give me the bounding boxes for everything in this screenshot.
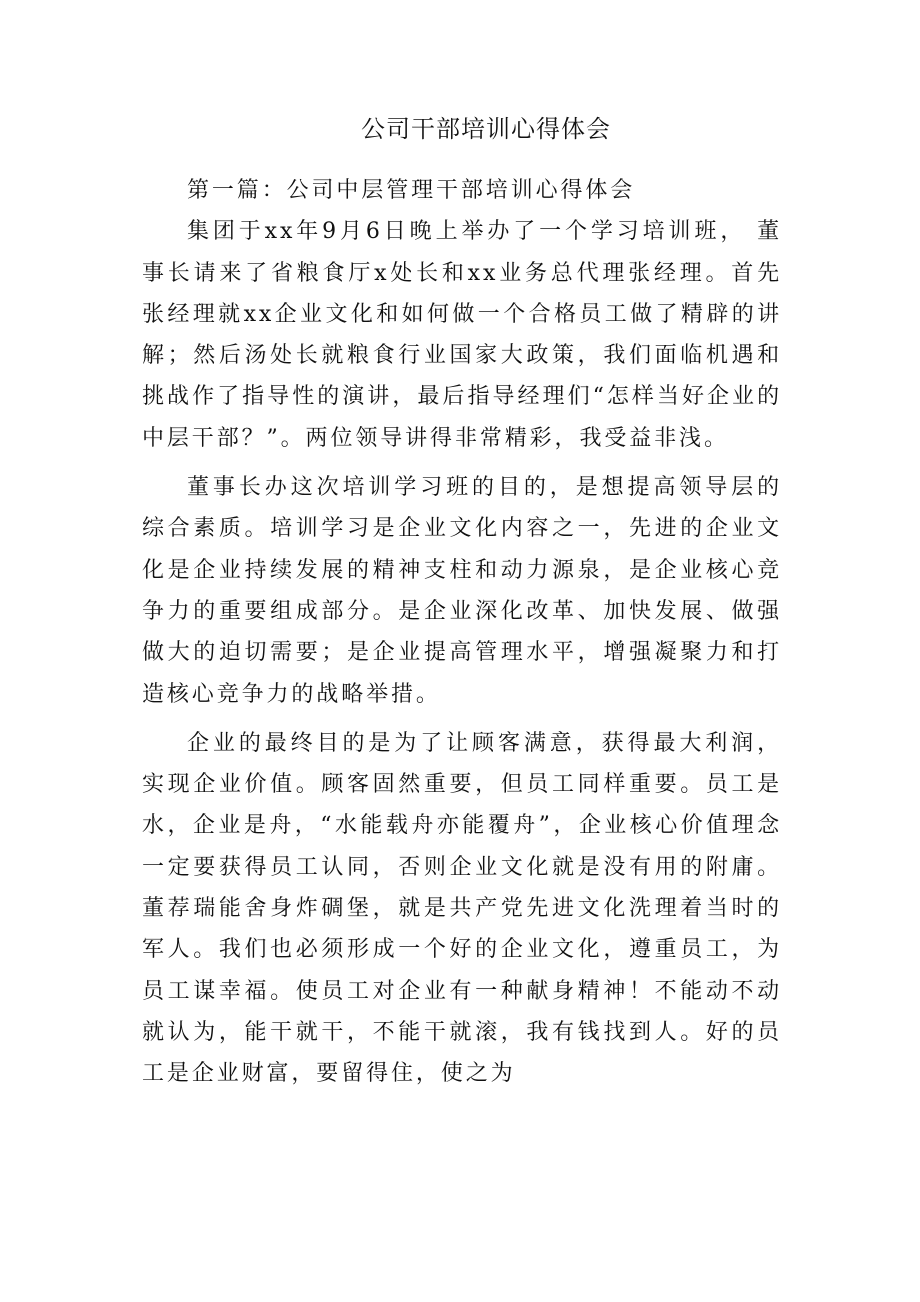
paragraph-2: 董事长办这次培训学习班的目的，是想提高领导层的综合素质。培训学习是企业文化内容之一，先进的企业文化是企业持续发展的精神支柱和动力源泉，是企业核心竞争力的重要组成部分。是企业深化改革、加快发展、做强做大的迫切需要；是企业提高管理水平，增强凝聚力和打造核心竞争力的战略举措。 <box>142 475 782 707</box>
section-heading: 第一篇：公司中层管理干部培训心得体会 <box>187 178 636 203</box>
document-title: 公司干部培训心得体会 <box>361 115 611 143</box>
paragraph-1: 集团于xx年9月6日晚上举办了一个学习培训班， 董事长请来了省粮食厅x处长和xx业务总代理张经理。首先张经理就xx企业文化和如何做一个合格员工做了精辟的讲解；然后汤处长就粮食行业国家大政策，我们面临机遇和挑战作了指导性的演讲，最后指导经理们“怎样当好企业的中层干部？”。两位领导讲得非常精彩，我受益非浅。 <box>142 219 782 451</box>
document-body <box>142 170 782 1095</box>
paragraph-3: 企业的最终目的是为了让顾客满意，获得最大利润，实现企业价值。顾客固然重要，但员工同样重要。员工是水，企业是舟，“水能载舟亦能覆舟”，企业核心价值理念一定要获得员工认同，否则企业文化就是没有用的附庸。董荐瑞能舍身炸碉堡，就是共产党先进文化洗理着当时的军人。我们也必须形成一个好的企业文化，遵重员工，为员工谋幸福。使员工对企业有一种献身精神！不能动不动就认为，能干就干，不能干就滚，我有钱找到人。好的员工是企业财富，要留得住，使之为 <box>142 730 782 1087</box>
